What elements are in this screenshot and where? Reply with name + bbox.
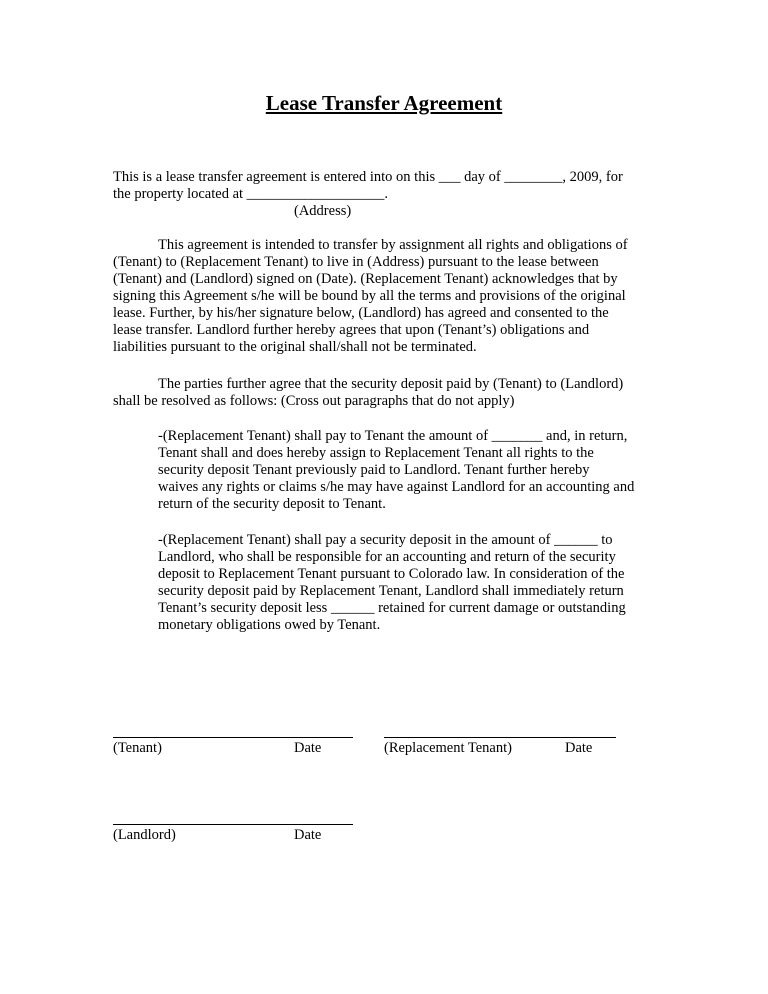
option-line: security deposit paid by Replacement Tenant, Landlord shall immediately return <box>158 583 624 599</box>
paragraph-line: shall be resolved as follows: (Cross out paragraphs that do not apply) <box>113 393 515 409</box>
replacement-tenant-signature-line <box>384 737 616 738</box>
paragraph-line: This agreement is intended to transfer by assignment all rights and obligations of <box>158 237 628 253</box>
option-line: Landlord, who shall be responsible for an accounting and return of the security <box>158 549 616 565</box>
paragraph-line: The parties further agree that the security deposit paid by (Tenant) to (Landlord) <box>158 376 624 392</box>
paragraph-line: liabilities pursuant to the original shall/shall not be terminated. <box>113 339 477 355</box>
landlord-signature-line <box>113 824 353 825</box>
option-line: waives any rights or claims s/he may have against Landlord for an accounting and <box>158 479 635 495</box>
paragraph-line: signing this Agreement s/he will be bound by all the terms and provisions of the original <box>113 288 626 304</box>
paragraph-line: lease transfer. Landlord further hereby agrees that upon (Tenant’s) obligations and <box>113 322 590 338</box>
deposit-paragraph <box>113 376 623 410</box>
paragraph-line: (Tenant) to (Replacement Tenant) to live in (Address) pursuant to the lease between <box>113 254 599 270</box>
deposit-option-1 <box>158 428 634 513</box>
replacement-tenant-signature-label: (Replacement Tenant) <box>384 740 512 756</box>
option-line: monetary obligations owed by Tenant. <box>158 617 381 633</box>
option-line: deposit to Replacement Tenant pursuant to Colorado law. In consideration of the <box>158 566 625 582</box>
intro-line: the property located at ___________________. <box>113 186 389 202</box>
deposit-option-2 <box>158 532 626 634</box>
landlord-signature-label: (Landlord) <box>113 827 176 843</box>
document-title: Lease Transfer Agreement <box>265 91 503 115</box>
option-line: Tenant shall and does hereby assign to Replacement Tenant all rights to the <box>158 445 594 461</box>
address-label: (Address) <box>294 203 352 219</box>
option-line: Tenant’s security deposit less ______ retained for current damage or outstanding <box>158 600 626 616</box>
paragraph-line: lease. Further, by his/her signature below, (Landlord) has agreed and consented to the <box>113 305 609 321</box>
option-line: security deposit Tenant previously paid to Landlord. Tenant further hereby <box>158 462 590 478</box>
replacement-tenant-date-label: Date <box>565 740 593 756</box>
intro-line: This is a lease transfer agreement is entered into on this ___ day of ________, 2009, for <box>113 169 623 185</box>
intro-paragraph <box>113 169 623 203</box>
paragraph-line: (Tenant) and (Landlord) signed on (Date). (Replacement Tenant) acknowledges that by <box>113 271 618 287</box>
option-line: return of the security deposit to Tenant. <box>158 496 386 512</box>
tenant-signature-label: (Tenant) <box>113 740 162 756</box>
tenant-signature-line <box>113 737 353 738</box>
option-line: -(Replacement Tenant) shall pay to Tenant the amount of _______ and, in return, <box>158 428 628 444</box>
option-line: -(Replacement Tenant) shall pay a security deposit in the amount of ______ to <box>158 532 613 548</box>
tenant-date-label: Date <box>294 740 322 756</box>
landlord-date-label: Date <box>294 827 322 843</box>
transfer-paragraph <box>113 237 628 356</box>
